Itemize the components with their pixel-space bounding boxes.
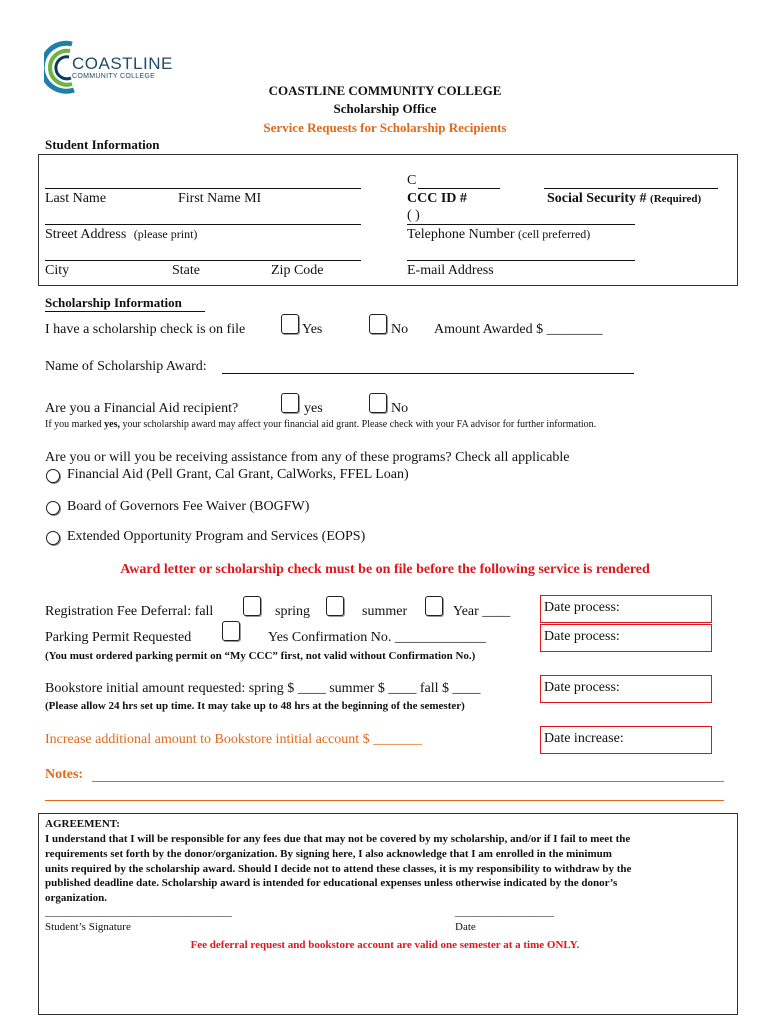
program-bogfw-label: Board of Governors Fee Waiver (BOGFW) bbox=[67, 499, 310, 514]
program-eops-label: Extended Opportunity Program and Services (EOPS) bbox=[67, 529, 366, 544]
student-info-heading: Student Information bbox=[45, 137, 160, 152]
ssn-label bbox=[547, 191, 701, 207]
amount-awarded[interactable]: Amount Awarded $ ________ bbox=[434, 322, 603, 337]
phone-line[interactable] bbox=[407, 224, 635, 225]
parking-checkbox[interactable] bbox=[222, 621, 240, 641]
cell-preferred: (cell preferred) bbox=[517, 227, 591, 241]
agreement-line-5: organization. bbox=[45, 892, 108, 904]
ccc-prefix: C bbox=[407, 173, 417, 188]
logo-name: COASTLINE bbox=[72, 54, 173, 73]
increase-date-label: Date increase: bbox=[544, 731, 624, 746]
programs-question: Are you or will you be receiving assistance from any of these programs? Check all applicable bbox=[45, 450, 570, 465]
fa-note-yes: yes, bbox=[104, 419, 120, 430]
please-print: (please print) bbox=[133, 227, 198, 241]
agreement-line-4: published deadline date. Scholarship award is intended for educational expenses unless otherwise indicated by the donor’s bbox=[45, 877, 618, 889]
agreement-line-3: units required by the scholarship award. Should I decide not to attend these classes, it is my responsibility to withdraw by the bbox=[45, 863, 632, 875]
zip-label: Zip Code bbox=[271, 263, 324, 278]
reg-fee-label: Registration Fee Deferral: fall bbox=[45, 604, 214, 619]
phone-paren: ( ) bbox=[407, 208, 420, 223]
program-financial-aid-radio[interactable] bbox=[46, 469, 60, 483]
ccc-id-line[interactable] bbox=[418, 188, 500, 189]
agreement-heading: AGREEMENT: bbox=[45, 818, 120, 830]
student-info-box bbox=[38, 154, 738, 286]
scholarship-info-heading: Scholarship Information bbox=[45, 295, 182, 310]
email-label: E-mail Address bbox=[407, 263, 494, 278]
telephone-text: Telephone Number bbox=[407, 227, 515, 242]
reg-fee-summer-checkbox[interactable] bbox=[425, 596, 443, 616]
fa-no-checkbox[interactable] bbox=[369, 393, 387, 413]
bookstore-date-label: Date process: bbox=[544, 680, 620, 695]
city-label: City bbox=[45, 263, 70, 278]
logo-subtitle: COMMUNITY COLLEGE bbox=[72, 73, 156, 80]
agreement-line-1: I understand that I will be responsible for any fees due that may not be covered by my scholarship, and/or if I fail to meet the bbox=[45, 833, 631, 845]
state-label: State bbox=[172, 263, 200, 278]
award-name-line[interactable] bbox=[222, 373, 634, 374]
ccc-id-label: CCC ID # bbox=[407, 191, 467, 206]
reg-fee-date-box[interactable] bbox=[540, 595, 712, 623]
check-on-file-yes-label: Yes bbox=[302, 322, 323, 337]
reg-fee-spring-checkbox[interactable] bbox=[326, 596, 344, 616]
fa-note bbox=[45, 419, 596, 430]
reg-fee-spring-label: spring bbox=[275, 604, 310, 619]
notes-line-2[interactable] bbox=[45, 800, 724, 801]
bookstore-date-box[interactable] bbox=[540, 675, 712, 703]
telephone-label bbox=[407, 227, 590, 243]
increase-label[interactable]: Increase additional amount to Bookstore intitial account $ _______ bbox=[45, 732, 423, 747]
street-line[interactable] bbox=[45, 224, 361, 225]
parking-date-box[interactable] bbox=[540, 624, 712, 652]
ssn-required: (Required) bbox=[650, 193, 702, 205]
signature-line[interactable]: __________________________________ bbox=[45, 906, 232, 918]
parking-date-label: Date process: bbox=[544, 629, 620, 644]
award-name-label: Name of Scholarship Award: bbox=[45, 359, 207, 374]
bookstore-note: (Please allow 24 hrs set up time. It may take up to 48 hrs at the beginning of the semester) bbox=[45, 700, 465, 712]
check-on-file-label: I have a scholarship check is on file bbox=[45, 322, 246, 337]
parking-confirmation[interactable]: Yes Confirmation No. _____________ bbox=[268, 630, 486, 645]
street-text: Street Address bbox=[45, 227, 127, 242]
program-bogfw-radio[interactable] bbox=[46, 501, 60, 515]
fa-note-start: If you marked bbox=[45, 419, 105, 430]
ssn-text: Social Security # bbox=[547, 191, 647, 206]
parking-note: (You must ordered parking permit on “My CCC” first, not valid without Confirmation No.) bbox=[45, 650, 476, 662]
notes-line-1[interactable] bbox=[92, 781, 724, 782]
reg-fee-fall-checkbox[interactable] bbox=[243, 596, 261, 616]
reg-fee-date-label: Date process: bbox=[544, 600, 620, 615]
fa-yes-label: yes bbox=[304, 401, 323, 416]
award-notice: Award letter or scholarship check must be on file before the following service is rendered bbox=[120, 562, 650, 577]
city-line[interactable] bbox=[45, 260, 361, 261]
bookstore-label[interactable]: Bookstore initial amount requested: spring $ ____ summer $ ____ fall $ ____ bbox=[45, 681, 481, 696]
scholarship-heading-underline bbox=[45, 311, 205, 312]
street-label bbox=[45, 227, 197, 243]
form-office: Scholarship Office bbox=[333, 101, 437, 116]
notes-label: Notes: bbox=[45, 767, 84, 782]
date-line[interactable]: __________________ bbox=[455, 906, 554, 918]
agreement-line-2: requirements set forth by the donor/organization. By signing here, I also acknowledge that I am enrolled in the minimum bbox=[45, 848, 612, 860]
ssn-line[interactable] bbox=[544, 188, 718, 189]
fa-note-end: your scholarship award may affect your financial aid grant. Please check with your FA advisor for further information. bbox=[120, 419, 597, 430]
check-on-file-no-label: No bbox=[391, 322, 409, 337]
signature-label: Student’s Signature bbox=[45, 921, 131, 933]
fa-no-label: No bbox=[391, 401, 409, 416]
increase-date-box[interactable] bbox=[540, 726, 712, 754]
program-eops-radio[interactable] bbox=[46, 531, 60, 545]
fa-yes-checkbox[interactable] bbox=[281, 393, 299, 413]
last-name-label: Last Name bbox=[45, 191, 107, 206]
email-line[interactable] bbox=[407, 260, 635, 261]
name-line[interactable] bbox=[45, 188, 361, 189]
form-title: COASTLINE COMMUNITY COLLEGE bbox=[268, 83, 502, 98]
form-subtitle: Service Requests for Scholarship Recipients bbox=[263, 120, 507, 135]
reg-fee-year[interactable]: Year ____ bbox=[453, 604, 511, 619]
footer-notice: Fee deferral request and bookstore account are valid one semester at a time ONLY. bbox=[190, 939, 580, 951]
check-on-file-yes-checkbox[interactable] bbox=[281, 314, 299, 334]
reg-fee-summer-label: summer bbox=[362, 604, 408, 619]
fa-question: Are you a Financial Aid recipient? bbox=[45, 401, 239, 416]
first-name-label: First Name MI bbox=[178, 191, 262, 206]
check-on-file-no-checkbox[interactable] bbox=[369, 314, 387, 334]
parking-label: Parking Permit Requested bbox=[45, 630, 192, 645]
date-label: Date bbox=[455, 921, 476, 933]
program-financial-aid-label: Financial Aid (Pell Grant, Cal Grant, CalWorks, FFEL Loan) bbox=[67, 467, 409, 482]
